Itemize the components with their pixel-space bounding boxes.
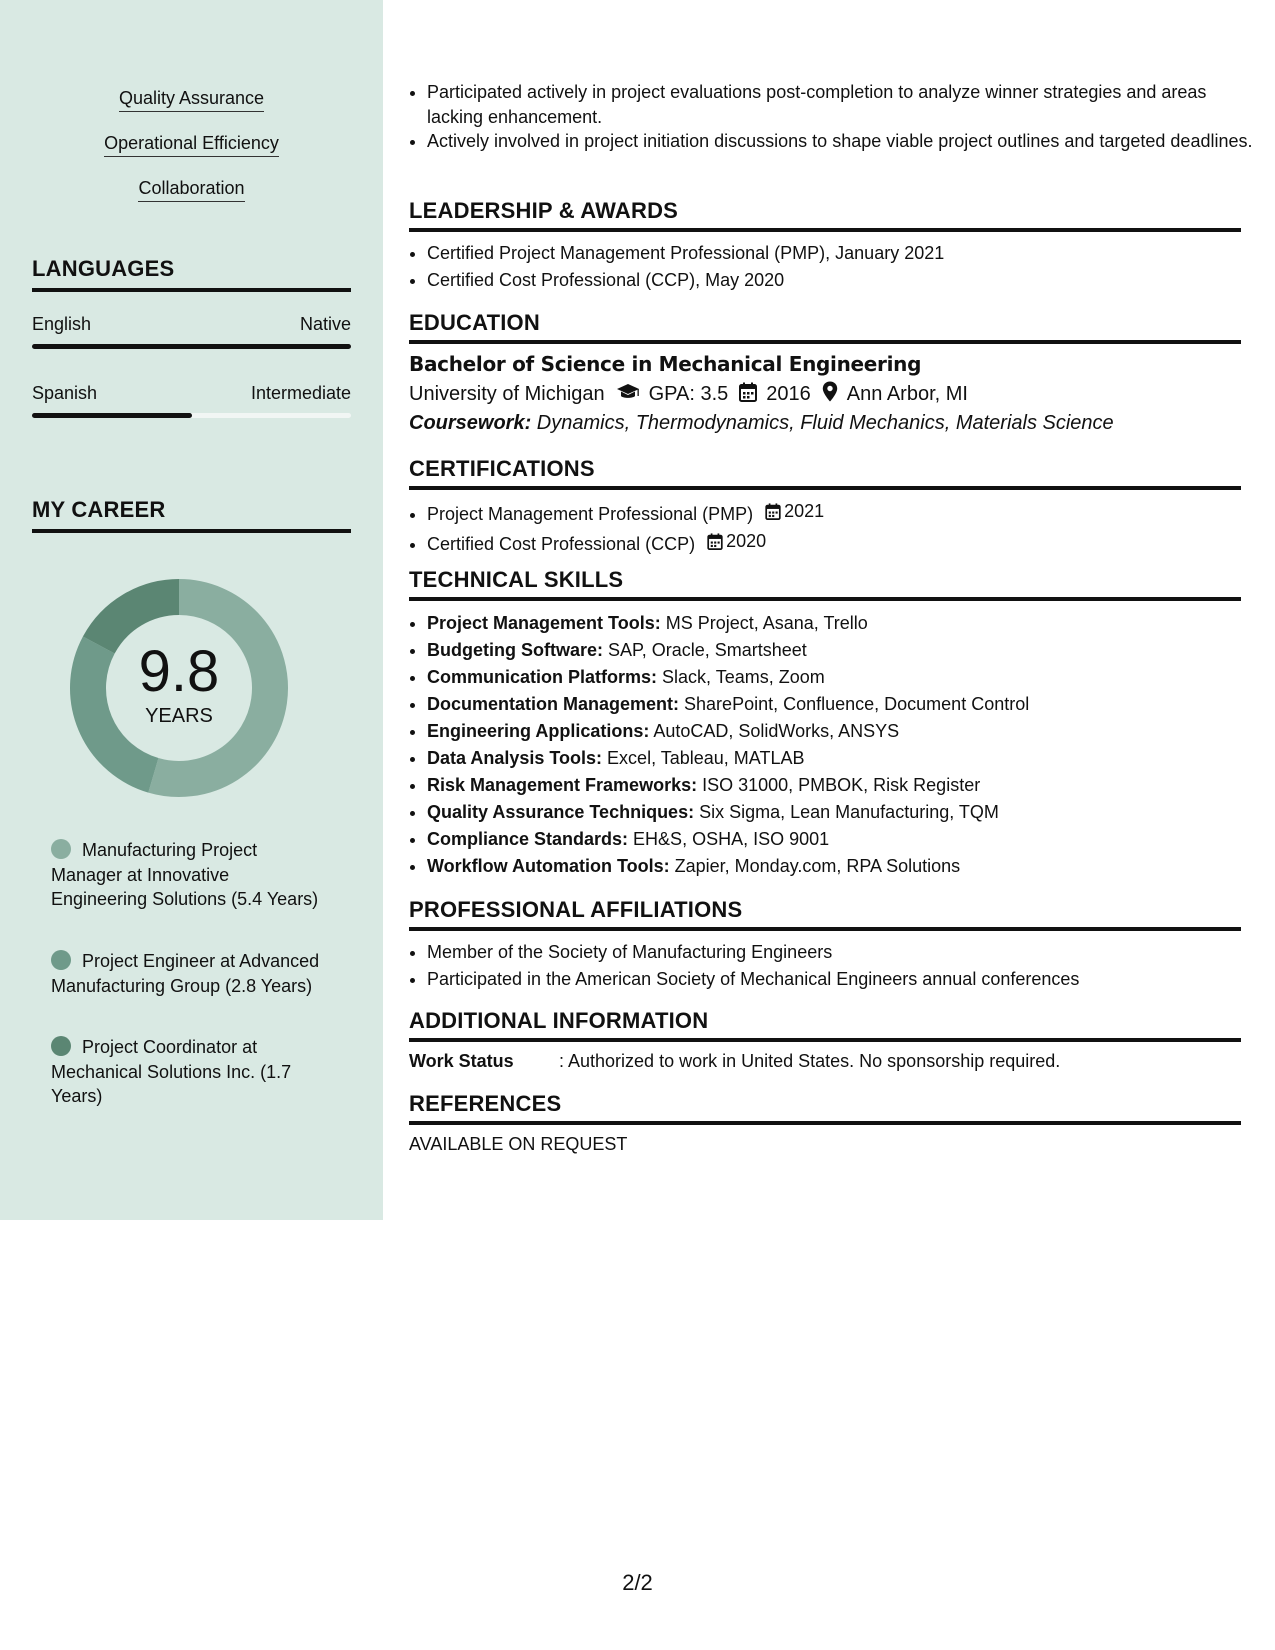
- list-item: • Risk Management Frameworks: ISO 31000, PMBOK, Risk Register: [427, 772, 1259, 799]
- work-status-label: Work Status: [409, 1051, 514, 1071]
- language-proficiency-bar: [32, 344, 351, 349]
- list-item: • Member of the Society of Manufacturing Engineers: [427, 939, 1259, 966]
- certifications-list: [409, 498, 1259, 558]
- graduation-cap-icon: [616, 383, 640, 407]
- list-item: • Engineering Applications: AutoCAD, SolidWorks, ANSYS: [427, 718, 1259, 745]
- calendar-icon: [707, 533, 723, 550]
- certifications-heading: CERTIFICATIONS: [409, 456, 1241, 490]
- certification-year: 2021: [784, 501, 825, 521]
- list-item: • Communication Platforms: Slack, Teams, Zoom: [427, 664, 1259, 691]
- affiliations-heading: PROFESSIONAL AFFILIATIONS: [409, 897, 1241, 931]
- list-item: • Actively involved in project initiation discussions to shape viable project outlines and targeted deadlines.: [427, 129, 1259, 154]
- legend-dot: [51, 950, 71, 970]
- list-item: • Certified Cost Professional (CCP), May 2020: [427, 267, 1259, 294]
- page-number: 2/2: [622, 1570, 653, 1595]
- career-total: [66, 575, 292, 801]
- leadership-list: [409, 240, 1259, 294]
- calendar-icon: [765, 503, 781, 520]
- map-pin-icon: [822, 381, 838, 408]
- calendar-icon: [739, 382, 757, 408]
- list-item: • Participated actively in project evaluations post-completion to analyze winner strategies and areas lacking enhancement.: [427, 80, 1259, 129]
- skill-tag: Quality Assurance: [0, 88, 383, 109]
- work-status-value: : Authorized to work in United States. No sponsorship required.: [559, 1051, 1061, 1071]
- sidebar: [0, 0, 383, 1220]
- additional-info-heading: ADDITIONAL INFORMATION: [409, 1008, 1241, 1042]
- technical-skills-heading: TECHNICAL SKILLS: [409, 567, 1241, 601]
- language-name: English: [32, 314, 92, 334]
- location: Ann Arbor, MI: [846, 383, 968, 405]
- career-legend-item: Project Coordinator at Mechanical Solutions Inc. (1.7 Years): [51, 1037, 292, 1106]
- list-item: • Budgeting Software: SAP, Oracle, Smartsheet: [427, 637, 1259, 664]
- legend-dot: [51, 839, 71, 859]
- list-item: • Participated in the American Society of Mechanical Engineers annual conferences: [427, 966, 1259, 993]
- language-proficiency-bar: [32, 413, 351, 418]
- career-legend-item: Project Engineer at Advanced Manufacturing Group (2.8 Years): [51, 951, 320, 996]
- education-details: [409, 381, 968, 408]
- list-item: • Certified Cost Professional (CCP) 2020: [427, 528, 1259, 558]
- career-legend-item: Manufacturing Project Manager at Innovative Engineering Solutions (5.4 Years): [51, 840, 319, 909]
- career-total-value: 9.8: [138, 638, 220, 704]
- gpa: GPA: 3.5: [648, 383, 729, 405]
- experience-bullets: [409, 80, 1259, 154]
- language-row: [32, 383, 351, 404]
- language-level: Intermediate: [250, 383, 351, 403]
- language-level: Native: [299, 314, 351, 334]
- list-item: • Documentation Management: SharePoint, Confluence, Document Control: [427, 691, 1259, 718]
- language-row: [32, 314, 351, 335]
- leadership-heading: LEADERSHIP & AWARDS: [409, 198, 1241, 232]
- references-text: AVAILABLE ON REQUEST: [409, 1134, 628, 1154]
- affiliations-list: [409, 939, 1259, 993]
- language-name: Spanish: [32, 383, 98, 403]
- list-item: • Workflow Automation Tools: Zapier, Monday.com, RPA Solutions: [427, 853, 1259, 880]
- references-heading: REFERENCES: [409, 1091, 1241, 1125]
- skill-tag: Operational Efficiency: [0, 133, 383, 154]
- coursework: Coursework: Dynamics, Thermodynamics, Fluid Mechanics, Materials Science: [409, 412, 1114, 434]
- language-proficiency-fill: [32, 413, 192, 418]
- legend-dot: [51, 1036, 71, 1056]
- language-proficiency-fill: [32, 344, 351, 349]
- school-name: University of Michigan: [409, 383, 605, 405]
- certification-year: 2020: [726, 531, 767, 551]
- degree-title: Bachelor of Science in Mechanical Engineering: [409, 352, 922, 376]
- technical-skills-list: [409, 610, 1259, 880]
- education-heading: EDUCATION: [409, 310, 1241, 344]
- graduation-year: 2016: [766, 383, 811, 405]
- career-donut-chart: [66, 575, 292, 801]
- list-item: • Quality Assurance Techniques: Six Sigma, Lean Manufacturing, TQM: [427, 799, 1259, 826]
- languages-heading: LANGUAGES: [32, 256, 351, 292]
- list-item: • Data Analysis Tools: Excel, Tableau, MATLAB: [427, 745, 1259, 772]
- career-total-unit: YEARS: [145, 704, 213, 727]
- list-item: • Project Management Tools: MS Project, Asana, Trello: [427, 610, 1259, 637]
- list-item: • Certified Project Management Professional (PMP), January 2021: [427, 240, 1259, 267]
- skill-tag: Collaboration: [0, 178, 383, 199]
- career-heading: MY CAREER: [32, 497, 351, 533]
- list-item: • Project Management Professional (PMP) 2021: [427, 498, 1259, 528]
- list-item: • Compliance Standards: EH&S, OSHA, ISO 9001: [427, 826, 1259, 853]
- work-status: [409, 1051, 1060, 1072]
